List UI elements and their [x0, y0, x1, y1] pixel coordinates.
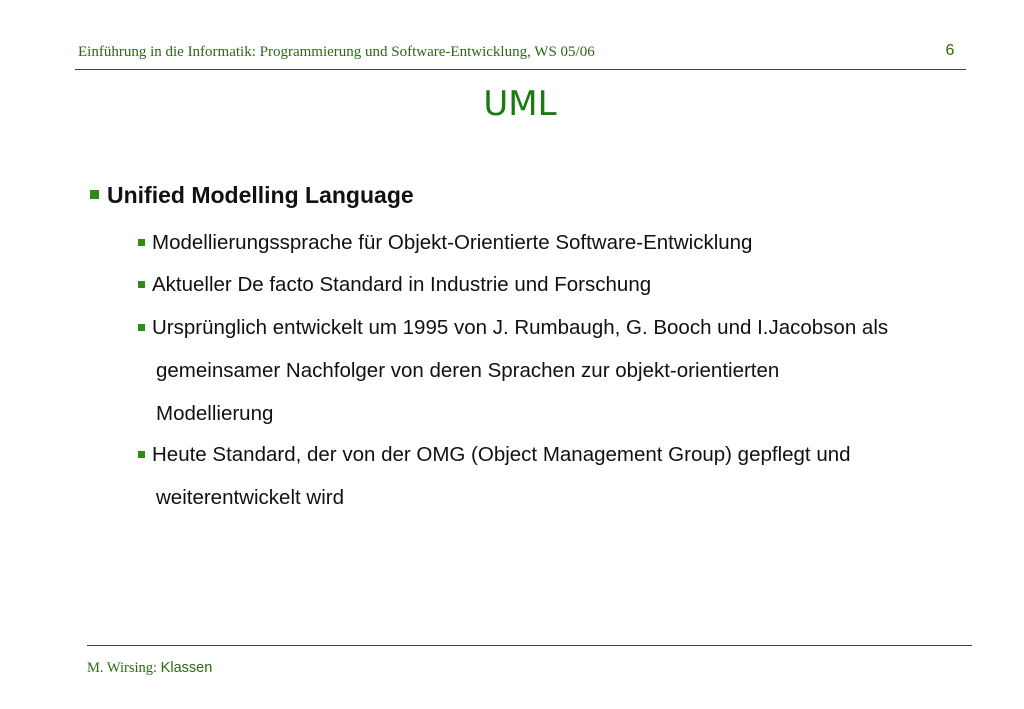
footer [87, 660, 212, 677]
slide-title: UML [483, 84, 557, 124]
page-number: 6 [945, 42, 955, 59]
sub-bullet-4 [138, 433, 851, 519]
square-bullet-icon [138, 281, 145, 288]
square-bullet-icon [90, 190, 99, 199]
footer-author: M. Wirsing: [87, 660, 158, 676]
sub-bullet-continuation: weiterentwickelt wird [156, 486, 344, 509]
square-bullet-icon [138, 239, 145, 246]
footer-topic: Klassen [160, 660, 213, 676]
square-bullet-icon [138, 324, 145, 331]
sub-bullet-3 [138, 306, 888, 435]
sub-bullet-text: Modellierungssprache für Objekt-Orientierte Software-Entwicklung [152, 231, 753, 254]
sub-bullet-1 [138, 221, 752, 264]
sub-bullet-text: Ursprünglich entwickelt um 1995 von J. Rumbaugh, G. Booch und I.Jacobson als [152, 316, 889, 339]
square-bullet-icon [138, 451, 145, 458]
footer-divider [87, 645, 972, 646]
sub-bullet-text: Heute Standard, der von der OMG (Object Management Group) gepflegt und [152, 443, 851, 466]
sub-bullet-continuation: gemeinsamer Nachfolger von deren Sprachen zur objekt-orientierten [156, 359, 780, 382]
course-header: Einführung in die Informatik: Programmierung und Software-Entwicklung, WS 05/06 [78, 44, 595, 60]
header-divider [75, 69, 966, 70]
main-bullet-text: Unified Modelling Language [107, 182, 414, 208]
main-bullet [90, 182, 414, 209]
sub-bullet-continuation: Modellierung [156, 402, 274, 425]
sub-bullet-text: Aktueller De facto Standard in Industrie und Forschung [152, 273, 652, 296]
sub-bullet-2 [138, 263, 651, 306]
